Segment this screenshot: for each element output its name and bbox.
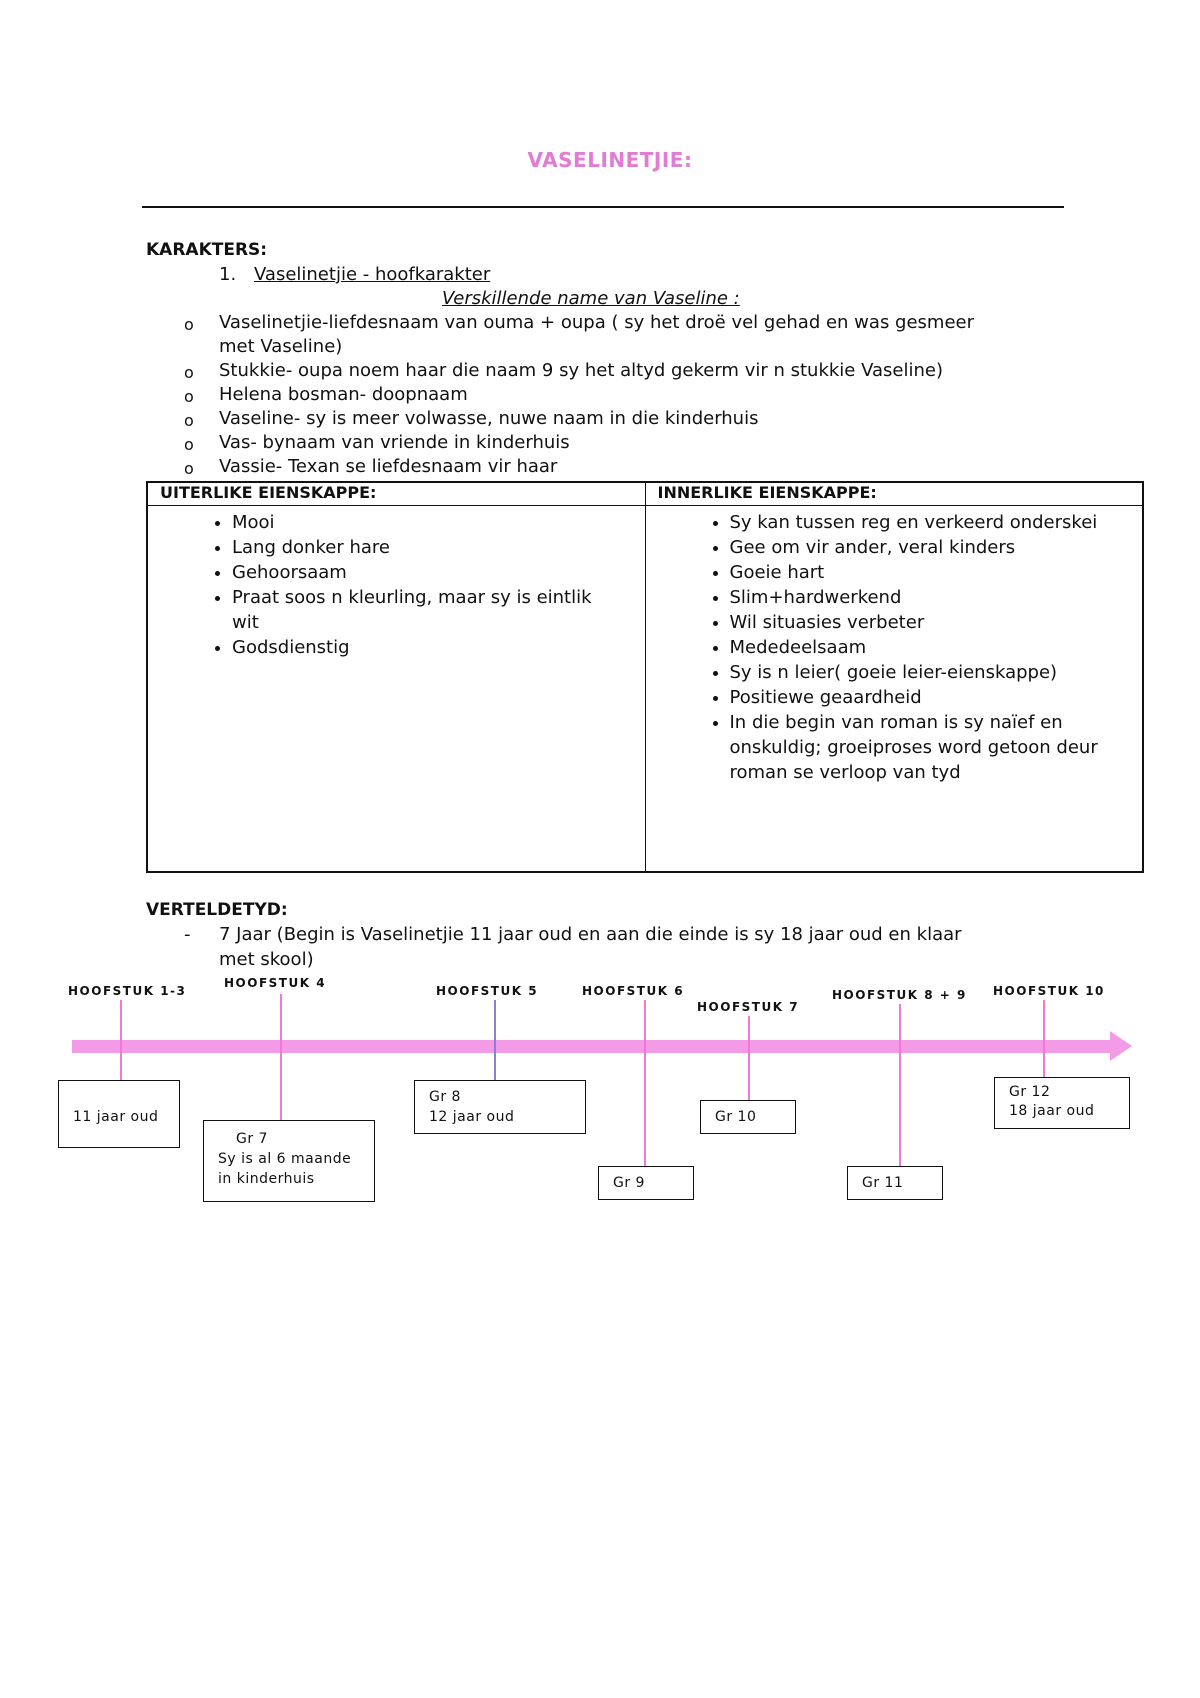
chapter-label: HOOFSTUK 7 bbox=[697, 1000, 800, 1014]
list-item: • Mededeelsaam bbox=[730, 635, 1137, 660]
list-item: Stukkie- oupa noem haar die naam 9 sy het altyd gekerm vir n stukkie Vaseline) bbox=[219, 360, 943, 381]
box-line: Gr 11 bbox=[862, 1175, 904, 1191]
chapter-tick bbox=[494, 1000, 496, 1080]
chapter-box bbox=[58, 1080, 180, 1148]
list-item: • Wil situasies verbeter bbox=[730, 610, 1137, 635]
chapter-box bbox=[847, 1166, 943, 1200]
list-bullet: - bbox=[184, 924, 191, 945]
chapter-label: HOOFSTUK 5 bbox=[436, 984, 539, 998]
chapter-tick bbox=[120, 1000, 122, 1080]
list-item: • Gehoorsaam bbox=[232, 560, 645, 585]
list-item-continued: met Vaseline) bbox=[219, 336, 343, 357]
list-item: • Gee om vir ander, veral kinders bbox=[730, 535, 1137, 560]
names-subheading: Verskillende name van Vaseline : bbox=[442, 288, 740, 309]
box-line: 18 jaar oud bbox=[1009, 1103, 1095, 1119]
list-bullet: o bbox=[184, 387, 194, 406]
chapter-label: HOOFSTUK 8 + 9 bbox=[832, 988, 967, 1002]
characters-heading: KARAKTERS: bbox=[146, 240, 268, 260]
chapter-box bbox=[700, 1100, 796, 1134]
list-item: Vaselinetjie-liefdesnaam van ouma + oupa ( sy het droë vel gehad en was gesmeer bbox=[219, 312, 974, 333]
traits-table bbox=[146, 481, 1144, 873]
list-item: Vas- bynaam van vriende in kinderhuis bbox=[219, 432, 570, 453]
list-item: Vassie- Texan se liefdesnaam vir haar bbox=[219, 456, 558, 477]
main-character-number: 1. bbox=[219, 264, 237, 285]
chapter-box bbox=[994, 1077, 1130, 1129]
list-bullet: o bbox=[184, 459, 194, 478]
timeline-arrow-head-icon bbox=[1110, 1031, 1132, 1061]
chapter-label: HOOFSTUK 4 bbox=[224, 976, 327, 990]
box-line: Gr 9 bbox=[613, 1175, 645, 1191]
list-item: Helena bosman- doopnaam bbox=[219, 384, 468, 405]
inner-traits-list bbox=[646, 510, 1143, 785]
chapter-tick bbox=[899, 1004, 901, 1166]
list-bullet: o bbox=[184, 363, 194, 382]
box-line: Sy is al 6 maande bbox=[218, 1151, 352, 1167]
inner-traits-header: INNERLIKE EIENSKAPPE: bbox=[645, 482, 1143, 506]
narrative-time-heading: VERTELDETYD: bbox=[146, 900, 288, 920]
list-item: • Goeie hart bbox=[730, 560, 1137, 585]
chapter-tick bbox=[748, 1016, 750, 1102]
box-line: Gr 10 bbox=[715, 1109, 757, 1125]
list-bullet: o bbox=[184, 411, 194, 430]
box-line: 12 jaar oud bbox=[429, 1109, 515, 1125]
chapter-tick bbox=[644, 1000, 646, 1166]
chapter-tick bbox=[280, 994, 282, 1120]
outer-traits-cell bbox=[147, 506, 645, 873]
list-item: • Godsdienstig bbox=[232, 635, 645, 660]
timeline-arrow-bar bbox=[72, 1040, 1116, 1053]
main-character-label: Vaselinetjie - hoofkarakter bbox=[254, 264, 491, 285]
list-item: • Mooi bbox=[232, 510, 645, 535]
narrative-time-text-continued: met skool) bbox=[219, 949, 314, 970]
list-item: • Slim+hardwerkend bbox=[730, 585, 1137, 610]
list-item: Vaseline- sy is meer volwasse, nuwe naam in die kinderhuis bbox=[219, 408, 759, 429]
list-item: • In die begin van roman is sy naïef en onskuldig; groeiproses word getoon deur roman se verloop van tyd bbox=[730, 710, 1137, 785]
list-item: • Sy is n leier( goeie leier-eienskappe) bbox=[730, 660, 1137, 685]
chapter-label: HOOFSTUK 1-3 bbox=[68, 984, 187, 998]
list-item: • Positiewe geaardheid bbox=[730, 685, 1137, 710]
chapter-box bbox=[598, 1166, 694, 1200]
list-bullet: o bbox=[184, 315, 194, 334]
list-item: • Lang donker hare bbox=[232, 535, 645, 560]
box-line: Gr 8 bbox=[429, 1089, 461, 1105]
outer-traits-list bbox=[148, 510, 645, 660]
box-line: Gr 7 bbox=[236, 1131, 268, 1147]
list-item: • Sy kan tussen reg en verkeerd onderskei bbox=[730, 510, 1137, 535]
narrative-time-text: 7 Jaar (Begin is Vaselinetjie 11 jaar oud en aan die einde is sy 18 jaar oud en klaar bbox=[219, 924, 962, 945]
box-line: 11 jaar oud bbox=[73, 1109, 159, 1125]
outer-traits-header: UITERLIKE EIENSKAPPE: bbox=[147, 482, 645, 506]
chapter-tick bbox=[1043, 1000, 1045, 1078]
document-title: VASELINETJIE: bbox=[527, 148, 693, 172]
title-divider bbox=[142, 206, 1064, 208]
inner-traits-cell bbox=[645, 506, 1143, 873]
chapter-label: HOOFSTUK 10 bbox=[993, 984, 1105, 998]
chapter-box bbox=[414, 1080, 586, 1134]
chapter-box bbox=[203, 1120, 375, 1202]
list-bullet: o bbox=[184, 435, 194, 454]
chapter-label: HOOFSTUK 6 bbox=[582, 984, 685, 998]
list-item: • Praat soos n kleurling, maar sy is eintlik wit bbox=[232, 585, 645, 635]
box-line: Gr 12 bbox=[1009, 1084, 1051, 1100]
box-line: in kinderhuis bbox=[218, 1171, 315, 1187]
